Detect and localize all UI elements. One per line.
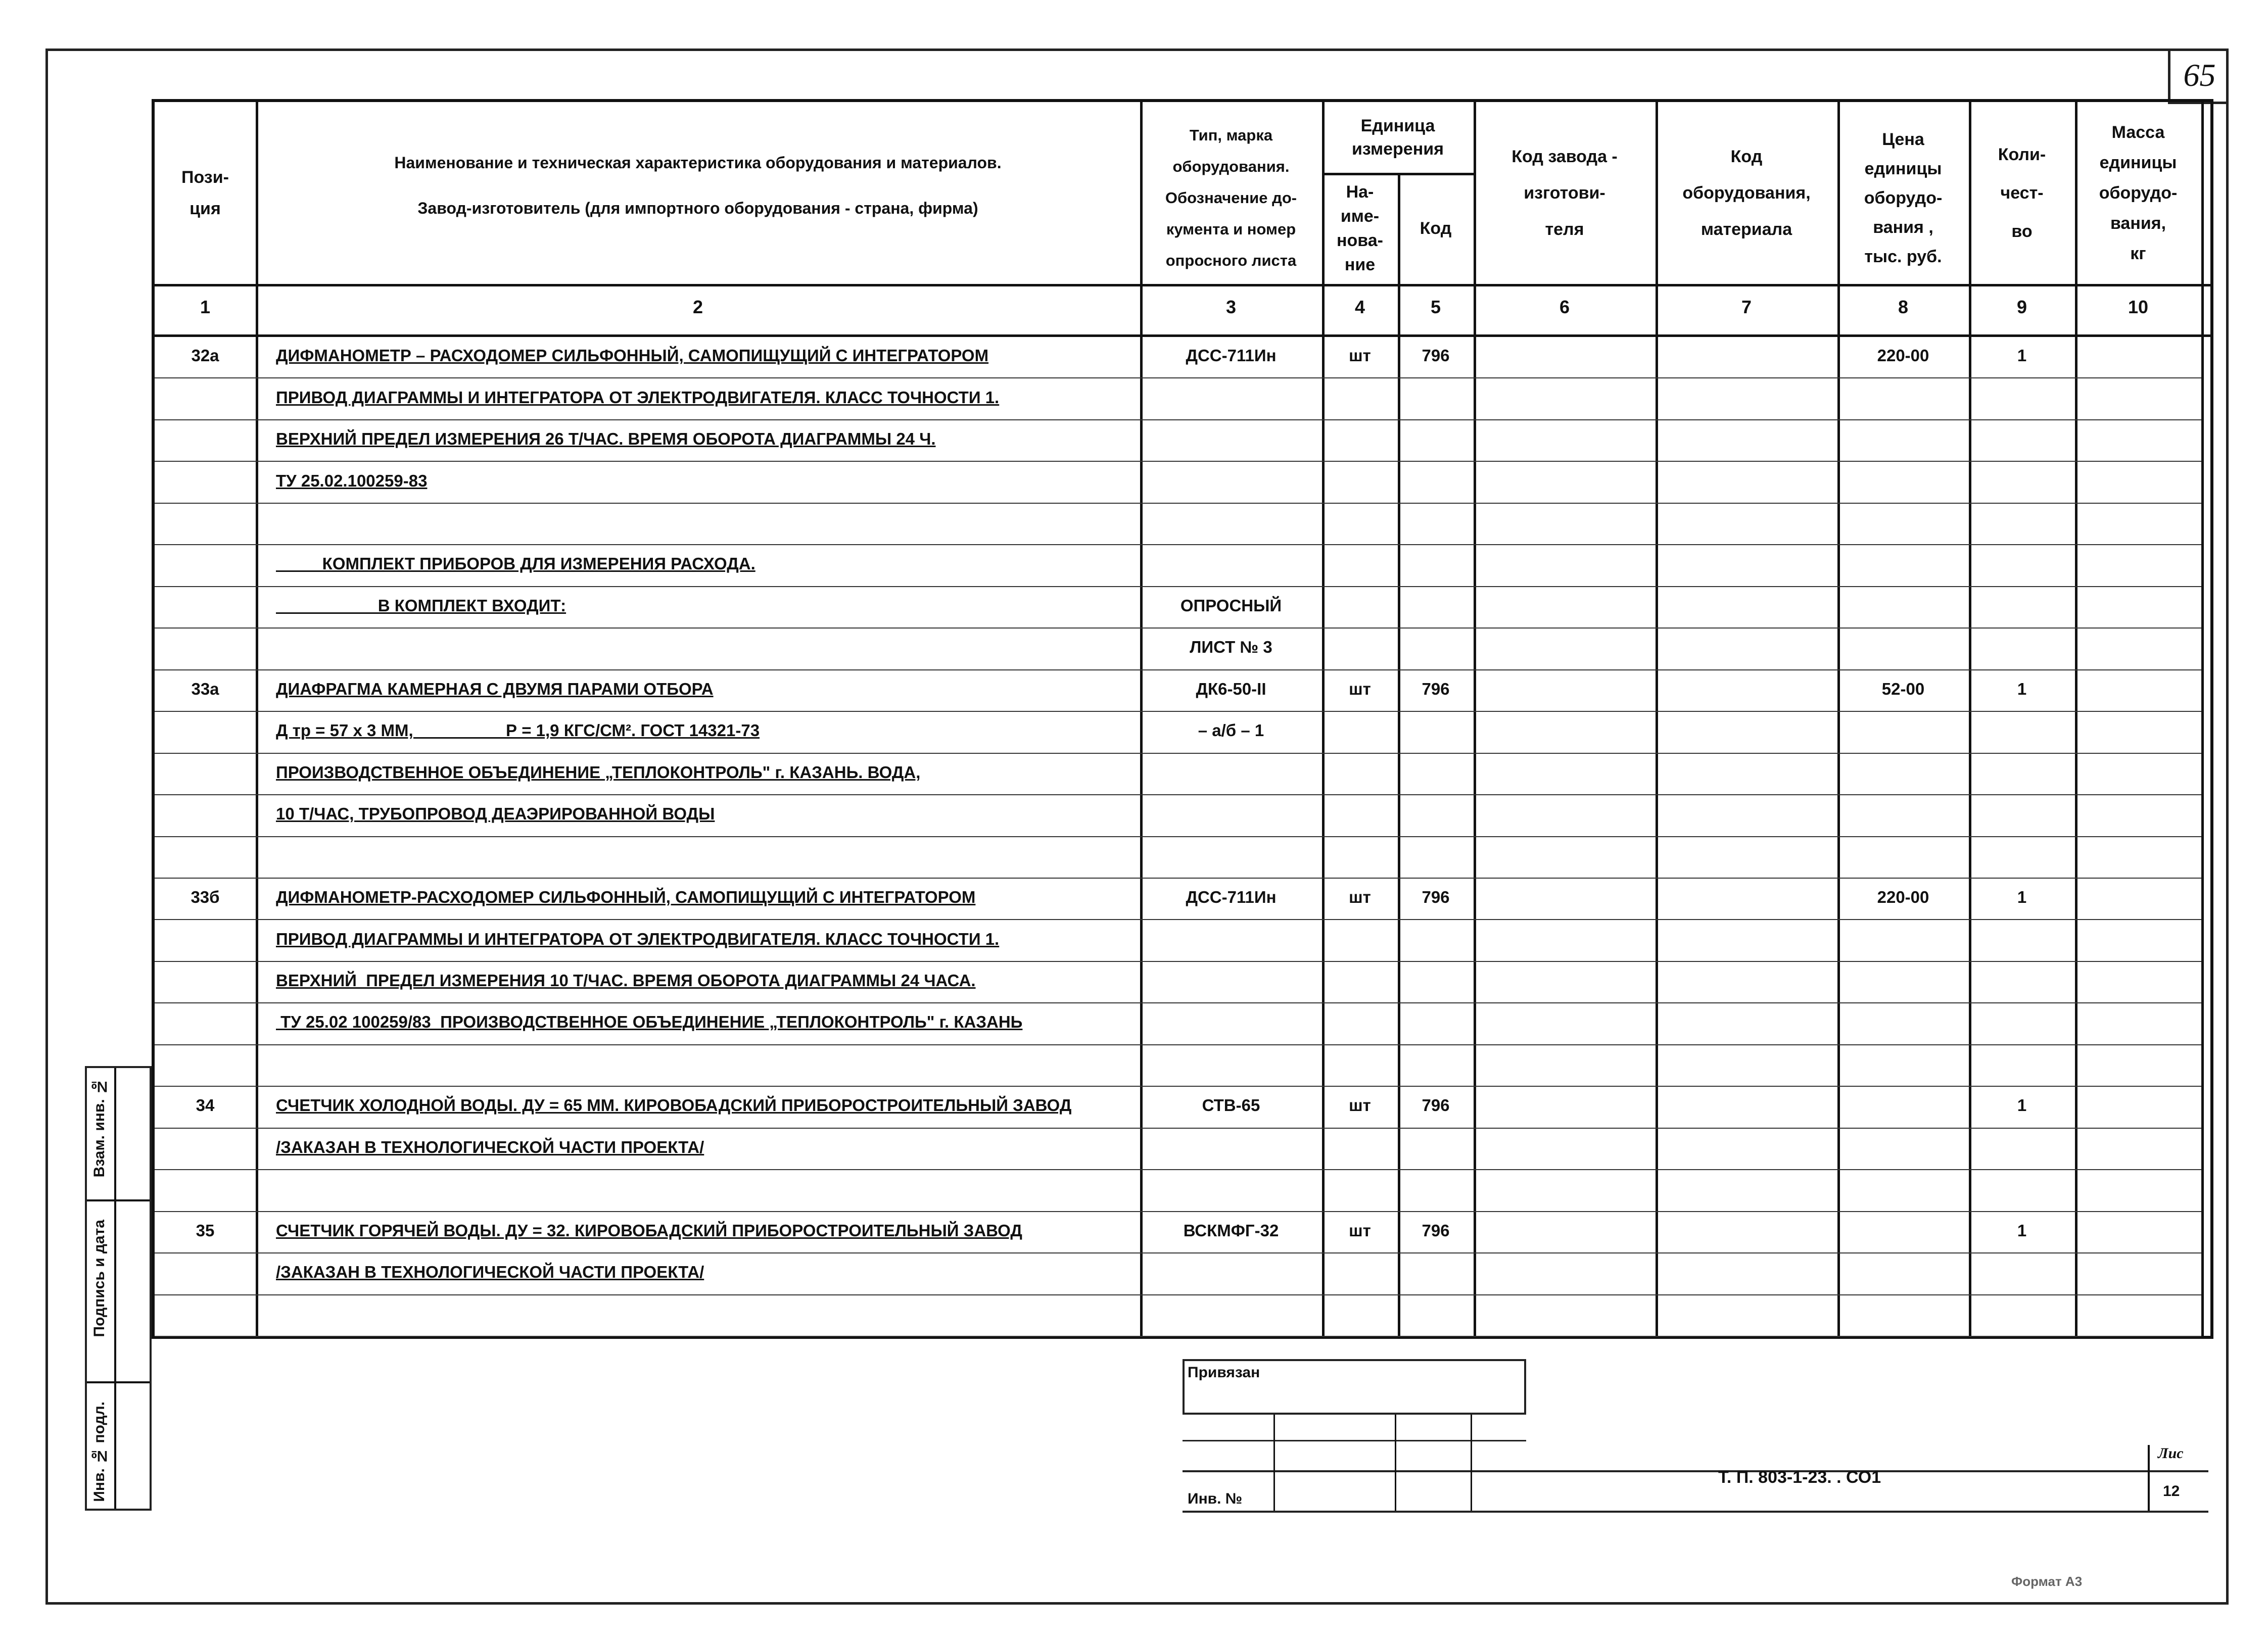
sheet-label: Лис xyxy=(2158,1445,2184,1462)
row-price: 220-00 xyxy=(1877,888,1929,907)
row-divider xyxy=(155,1128,2201,1129)
row-code: 796 xyxy=(1422,1221,1450,1240)
header-plant-code: Код завода - изготови- теля xyxy=(1511,147,1618,239)
row-type: ДСС-711Ин xyxy=(1186,888,1277,907)
spec-table xyxy=(152,99,2213,1339)
side-label-signature-date: Подпись и дата xyxy=(91,1220,108,1337)
row-price: 52-00 xyxy=(1881,679,1925,698)
checked-label: Привязан xyxy=(1188,1364,1260,1381)
format-label: Формат А3 xyxy=(2011,1574,2083,1589)
inventory-label: Инв. № xyxy=(1188,1490,1243,1507)
row-type: ЛИСТ № 3 xyxy=(1190,638,1272,657)
row-divider xyxy=(155,794,2201,795)
column-number: 2 xyxy=(692,297,703,317)
row-name: ДИАФРАГМА КАМЕРНАЯ С ДВУМЯ ПАРАМИ ОТБОРА xyxy=(276,679,714,698)
row-unit: шт xyxy=(1349,888,1371,907)
row-pos: 35 xyxy=(196,1221,215,1240)
row-name: /ЗАКАЗАН В ТЕХНОЛОГИЧЕСКОЙ ЧАСТИ ПРОЕКТА/ xyxy=(276,1137,704,1156)
column-number: 10 xyxy=(2128,297,2149,317)
row-divider xyxy=(155,1169,2201,1170)
header-name-line2: Завод-изготовитель (для импортного оборудования - страна, фирма) xyxy=(417,199,978,217)
side-label-inv-replace: Взам. инв. № xyxy=(91,1078,108,1178)
row-pos: 33а xyxy=(191,679,219,698)
row-code: 796 xyxy=(1422,888,1450,907)
row-type: ДСС-711Ин xyxy=(1186,346,1277,365)
column-number: 7 xyxy=(1741,297,1752,317)
row-code: 796 xyxy=(1422,346,1450,365)
row-qty: 1 xyxy=(2017,888,2027,907)
row-code: 796 xyxy=(1422,1096,1450,1115)
header-equipment-code: Код оборудования, материала xyxy=(1682,147,1811,239)
row-qty: 1 xyxy=(2017,346,2027,365)
row-pos: 34 xyxy=(196,1096,215,1115)
row-name: СЧЕТЧИК ГОРЯЧЕЙ ВОДЫ. ДУ = 32. КИРОВОБАДСКИЙ ПРИБОРОСТРОИТЕЛЬНЫЙ ЗАВОД xyxy=(276,1221,1022,1240)
column-number: 6 xyxy=(1559,297,1570,317)
column-number: 3 xyxy=(1225,297,1237,317)
row-divider xyxy=(155,1294,2201,1295)
row-type: ВСКМФГ-32 xyxy=(1183,1221,1279,1240)
header-position: Пози- ция xyxy=(181,168,229,218)
row-divider xyxy=(155,419,2201,420)
row-pos: 32а xyxy=(191,346,219,365)
column-number: 1 xyxy=(200,297,211,317)
row-name: КОМПЛЕКТ ПРИБОРОВ ДЛЯ ИЗМЕРЕНИЯ РАСХОДА. xyxy=(276,554,755,573)
row-unit: шт xyxy=(1349,1096,1371,1115)
row-divider xyxy=(155,961,2201,962)
row-divider xyxy=(155,1252,2201,1253)
sheet-number: 65 xyxy=(2168,49,2229,104)
row-qty: 1 xyxy=(2017,1221,2027,1240)
row-name: Д тр = 57 х 3 ММ, Р = 1,9 КГС/СМ². ГОСТ 14321-73 xyxy=(276,721,760,740)
row-name: СЧЕТЧИК ХОЛОДНОЙ ВОДЫ. ДУ = 65 ММ. КИРОВОБАДСКИЙ ПРИБОРОСТРОИТЕЛЬНЫЙ ЗАВОД xyxy=(276,1096,1072,1115)
row-name: ПРИВОД ДИАГРАММЫ И ИНТЕГРАТОРА ОТ ЭЛЕКТРОДВИГАТЕЛЯ. КЛАСС ТОЧНОСТИ 1. xyxy=(276,388,1000,407)
header-mass: Масса единицы оборудо- вания, кг xyxy=(2099,123,2178,263)
row-type: – а/б – 1 xyxy=(1198,721,1264,740)
row-name: 10 Т/ЧАС, ТРУБОПРОВОД ДЕАЭРИРОВАННОЙ ВОДЫ xyxy=(276,804,715,824)
row-divider xyxy=(155,586,2201,587)
row-price: 220-00 xyxy=(1877,346,1929,365)
row-divider xyxy=(155,878,2201,879)
row-name: ДИФМАНОМЕТР – РАСХОДОМЕР СИЛЬФОННЫЙ, САМОПИЩУЩИЙ С ИНТЕГРАТОРОМ xyxy=(276,346,989,365)
row-divider xyxy=(155,753,2201,754)
column-number: 8 xyxy=(1898,297,1909,317)
row-qty: 1 xyxy=(2017,1096,2027,1115)
row-divider xyxy=(155,711,2201,712)
row-type: ДК6-50-II xyxy=(1196,679,1266,698)
row-divider xyxy=(155,1086,2201,1087)
side-label-inv-original: Инв. № подл. xyxy=(91,1402,108,1502)
row-unit: шт xyxy=(1349,1221,1371,1240)
row-divider xyxy=(155,1211,2201,1212)
row-divider xyxy=(155,1044,2201,1045)
row-pos: 33б xyxy=(191,888,220,907)
sheet-value: 12 xyxy=(2163,1483,2180,1500)
row-divider xyxy=(155,1002,2201,1003)
row-divider xyxy=(155,628,2201,629)
row-unit: шт xyxy=(1349,679,1371,698)
row-name: ТУ 25.02 100259/83 ПРОИЗВОДСТВЕННОЕ ОБЪЕДИНЕНИЕ „ТЕПЛОКОНТРОЛЬ" г. КАЗАНЬ xyxy=(276,1012,1023,1032)
row-name: ВЕРХНИЙ ПРЕДЕЛ ИЗМЕРЕНИЯ 26 Т/ЧАС. ВРЕМЯ ОБОРОТА ДИАГРАММЫ 24 Ч. xyxy=(276,429,936,449)
column-number: 9 xyxy=(2016,297,2027,317)
row-divider xyxy=(155,1336,2201,1337)
row-divider xyxy=(155,919,2201,920)
header-price: Цена единицы оборудо- вания , тыс. руб. xyxy=(1864,130,1943,266)
row-type: ОПРОСНЫЙ xyxy=(1180,596,1282,615)
header-quantity: Коли- чест- во xyxy=(1998,145,2046,241)
header-unit-name: На- име- нова- ние xyxy=(1337,182,1383,274)
row-qty: 1 xyxy=(2017,679,2027,698)
row-code: 796 xyxy=(1422,679,1450,698)
row-divider xyxy=(155,544,2201,545)
row-divider xyxy=(155,377,2201,378)
column-number: 5 xyxy=(1430,297,1441,317)
header-name-line1: Наименование и техническая характеристика оборудования и материалов. xyxy=(394,154,1002,172)
row-divider xyxy=(155,503,2201,504)
row-name: ВЕРХНИЙ ПРЕДЕЛ ИЗМЕРЕНИЯ 10 Т/ЧАС. ВРЕМЯ ОБОРОТА ДИАГРАММЫ 24 ЧАСА. xyxy=(276,971,976,990)
row-type: СТВ-65 xyxy=(1202,1096,1260,1115)
row-name: ПРИВОД ДИАГРАММЫ И ИНТЕГРАТОРА ОТ ЭЛЕКТРОДВИГАТЕЛЯ. КЛАСС ТОЧНОСТИ 1. xyxy=(276,929,1000,948)
side-stamp-strip xyxy=(85,1066,152,1511)
header-type: Тип, марка оборудования. Обозначение до- кумента и номер опросного листа xyxy=(1165,126,1297,269)
row-unit: шт xyxy=(1349,346,1371,365)
row-name: ДИФМАНОМЕТР-РАСХОДОМЕР СИЛЬФОННЫЙ, САМОПИЩУЩИЙ С ИНТЕГРАТОРОМ xyxy=(276,888,976,907)
row-name: ТУ 25.02.100259-83 xyxy=(276,471,428,490)
row-divider xyxy=(155,836,2201,837)
header-unit-code: Код xyxy=(1420,219,1452,238)
row-divider xyxy=(155,669,2201,670)
column-number: 4 xyxy=(1354,297,1365,317)
row-divider xyxy=(155,461,2201,462)
row-name: ПРОИЗВОДСТВЕННОЕ ОБЪЕДИНЕНИЕ „ТЕПЛОКОНТРОЛЬ" г. КАЗАНЬ. ВОДА, xyxy=(276,762,921,782)
header-unit-group: Единица измерения xyxy=(1352,116,1444,159)
document-code: Т. П. 803-1-23. . СО1 xyxy=(1718,1468,1881,1487)
row-name: /ЗАКАЗАН В ТЕХНОЛОГИЧЕСКОЙ ЧАСТИ ПРОЕКТА/ xyxy=(276,1263,704,1282)
row-name: В КОМПЛЕКТ ВХОДИТ: xyxy=(276,596,566,615)
